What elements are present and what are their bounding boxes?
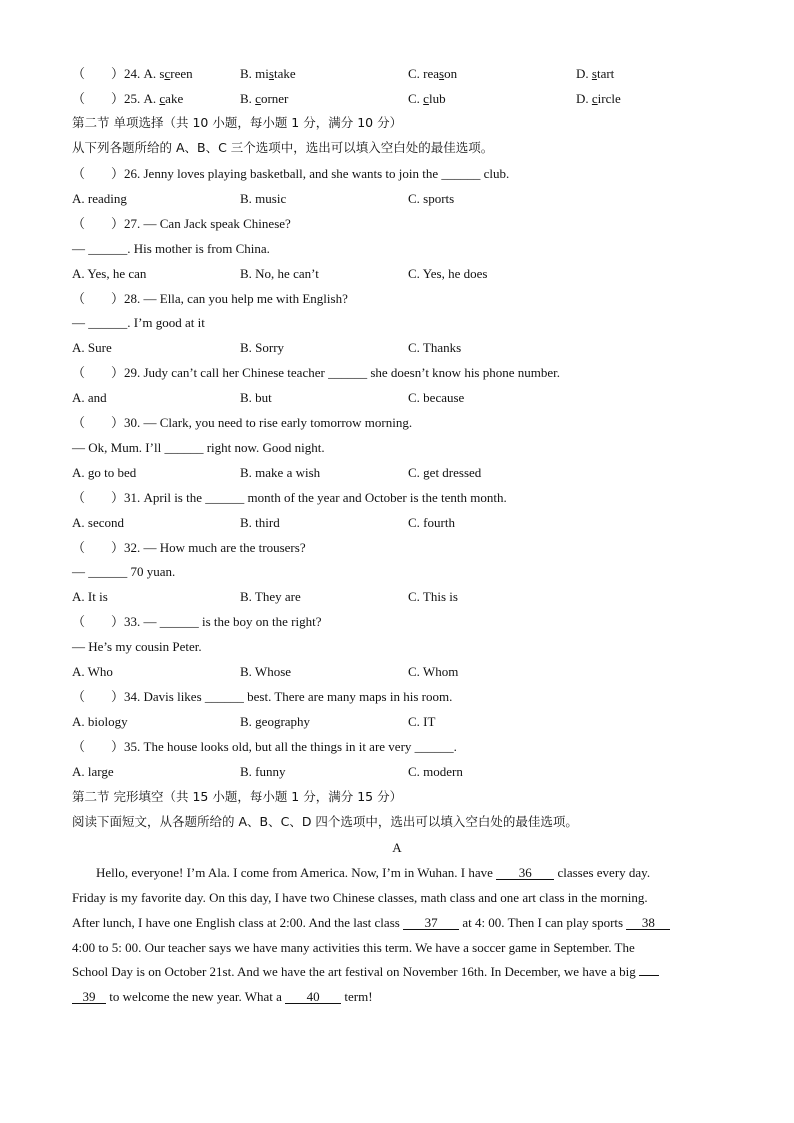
question-25-option-c [408,92,446,105]
blank-37: 37 [403,916,459,930]
question-reply: — He’s my cousin Peter. [72,639,202,655]
question-stem: （ ）32. — How much are the trousers? [72,539,306,555]
question-stem: （ ）33. — ______ is the boy on the right? [72,614,322,630]
answer-option: B. music [240,190,287,206]
answer-option: C. IT [408,713,436,729]
blank-36: 36 [496,866,554,880]
question-reply: — Ok, Mum. I’ll ______ right now. Good night. [72,439,325,455]
question-stem: （ ）34. Davis likes ______ best. There are many maps in his room. [72,688,453,704]
question-25 [72,92,183,105]
answer-option: A. Who [72,664,113,679]
answer-option: A. go to bed [72,464,137,480]
question-stem: （ ）31. April is the ______ month of the year and October is the tenth month. [72,489,507,505]
section-2-heading: 第二节 单项选择（共 10 小题，每小题 1 分，满分 10 分） [72,115,403,130]
answer-option: A. biology [72,713,128,729]
passage-text: term! [341,989,373,1004]
question-24-option-b [240,67,296,80]
question-stem: （ ）26. Jenny loves playing basketball, and she wants to join the ______ club. [72,166,510,181]
answer-option: A. second [72,514,124,530]
underlined-letter: s [268,66,274,81]
passage-line [72,990,373,1004]
question-25-option-b [240,92,288,105]
underlined-letter: s [439,66,445,81]
option-text: take [273,66,296,81]
passage-text: After lunch, I have one English class at 2:00. And the last class [72,915,404,930]
answer-option: A. reading [72,190,127,206]
underlined-letter: c [159,91,166,106]
passage-text: to welcome the new year. What a [106,989,286,1004]
question-25-prefix: （ ）25. A. [72,91,160,106]
question-24-option-c [408,67,457,80]
question-24-prefix: （ ）24. A. [72,66,160,81]
answer-option: C. because [408,390,465,406]
answer-option: B. but [240,390,272,406]
underlined-letter: c [255,91,261,106]
blank-38: 38 [626,916,670,930]
option-text: lub [428,91,446,106]
question-reply: — ______ 70 yuan. [72,564,176,580]
passage-text: Hello, everyone! I’m Ala. I come from America. Now, I’m in Wuhan. I have [96,865,497,880]
option-text: ircle [597,91,621,106]
passage-text: School Day is on October 21st. And we have the art festival on November 16th. In December, we have a big [72,964,639,979]
underlined-letter: s [591,66,597,81]
question-stem: （ ）29. Judy can’t call her Chinese teacher ______ she doesn’t know his phone number. [72,365,561,381]
option-text: D. [576,91,592,106]
passage-text: at 4: 00. Then I can play sports [459,915,627,930]
option-text: orner [260,91,289,106]
question-25-option-a [159,91,183,106]
passage-text: Friday is my favorite day. On this day, I have two Chinese classes, math class and one art class in the morning. [72,890,648,905]
answer-option: C. This is [408,589,458,605]
answer-option: B. third [240,514,280,530]
answer-option: C. sports [408,190,455,206]
answer-option: B. funny [240,763,286,779]
passage-line [72,916,670,930]
passage-line [96,866,650,880]
answer-option: C. Thanks [408,340,462,356]
question-reply: — ______. His mother is from China. [72,240,270,256]
option-text: B. mi [240,66,269,81]
underlined-letter: c [423,91,429,106]
option-text: C. [408,91,424,106]
answer-option: C. fourth [408,514,455,530]
option-text: reen [170,66,193,81]
answer-option: A. Sure [72,340,112,356]
question-stem: （ ）35. The house looks old, but all the things in it are very ______. [72,738,457,754]
question-reply: — ______. I’m good at it [72,315,205,331]
question-stem: （ ）30. — Clark, you need to rise early tomorrow morning. [72,415,413,430]
question-25-option-d [576,92,621,105]
blank-39a [639,975,659,976]
answer-option: C. modern [408,763,463,779]
passage-line [72,941,635,954]
passage-text: 4:00 to 5: 00. Our teacher says we have many activities this term. We have a soccer game in September. The [72,940,635,955]
blank-40: 40 [285,990,341,1004]
section-3-heading: 第二节 完形填空（共 15 小题，每小题 1 分，满分 15 分） [72,789,403,804]
answer-option: B. They are [240,589,301,605]
passage-text: classes every day. [554,865,651,880]
section-2-instruction: 从下列各题所给的 A、B、C 三个选项中，选出可以填入空白处的最佳选项。 [72,140,494,155]
section-3-instruction: 阅读下面短文，从各题所给的 A、B、C、D 四个选项中，选出可以填入空白处的最佳选项。 [72,814,578,829]
option-text: tart [596,66,615,81]
underlined-letter: c [164,66,171,81]
option-text: on [444,66,458,81]
question-24 [72,67,193,80]
answer-option: B. geography [240,713,311,729]
question-24-option-d [576,67,614,80]
answer-option: B. Whose [240,664,292,679]
blank-39: 39 [72,990,106,1004]
option-text: ake [165,91,184,106]
underlined-letter: c [591,91,598,106]
answer-option: B. Sorry [240,340,285,356]
option-text: B. [240,91,256,106]
question-stem: （ ）27. — Can Jack speak Chinese? [72,215,291,231]
passage-line [72,891,648,904]
answer-option: C. Yes, he does [408,265,488,281]
answer-option: C. Whom [408,664,459,679]
answer-option: A. Yes, he can [72,265,147,281]
answer-option: B. No, he can’t [240,265,319,281]
option-text: C. rea [408,66,440,81]
answer-option: A. It is [72,589,108,605]
question-stem: （ ）28. — Ella, can you help me with English? [72,290,348,306]
question-24-option-a [159,66,192,81]
answer-option: A. and [72,390,107,406]
passage-label: A [392,840,402,855]
answer-option: C. get dressed [408,464,482,480]
passage-line [72,965,659,978]
option-text: s [159,66,165,81]
answer-option: A. large [72,763,114,779]
answer-option: B. make a wish [240,464,321,480]
option-text: D. [576,66,592,81]
